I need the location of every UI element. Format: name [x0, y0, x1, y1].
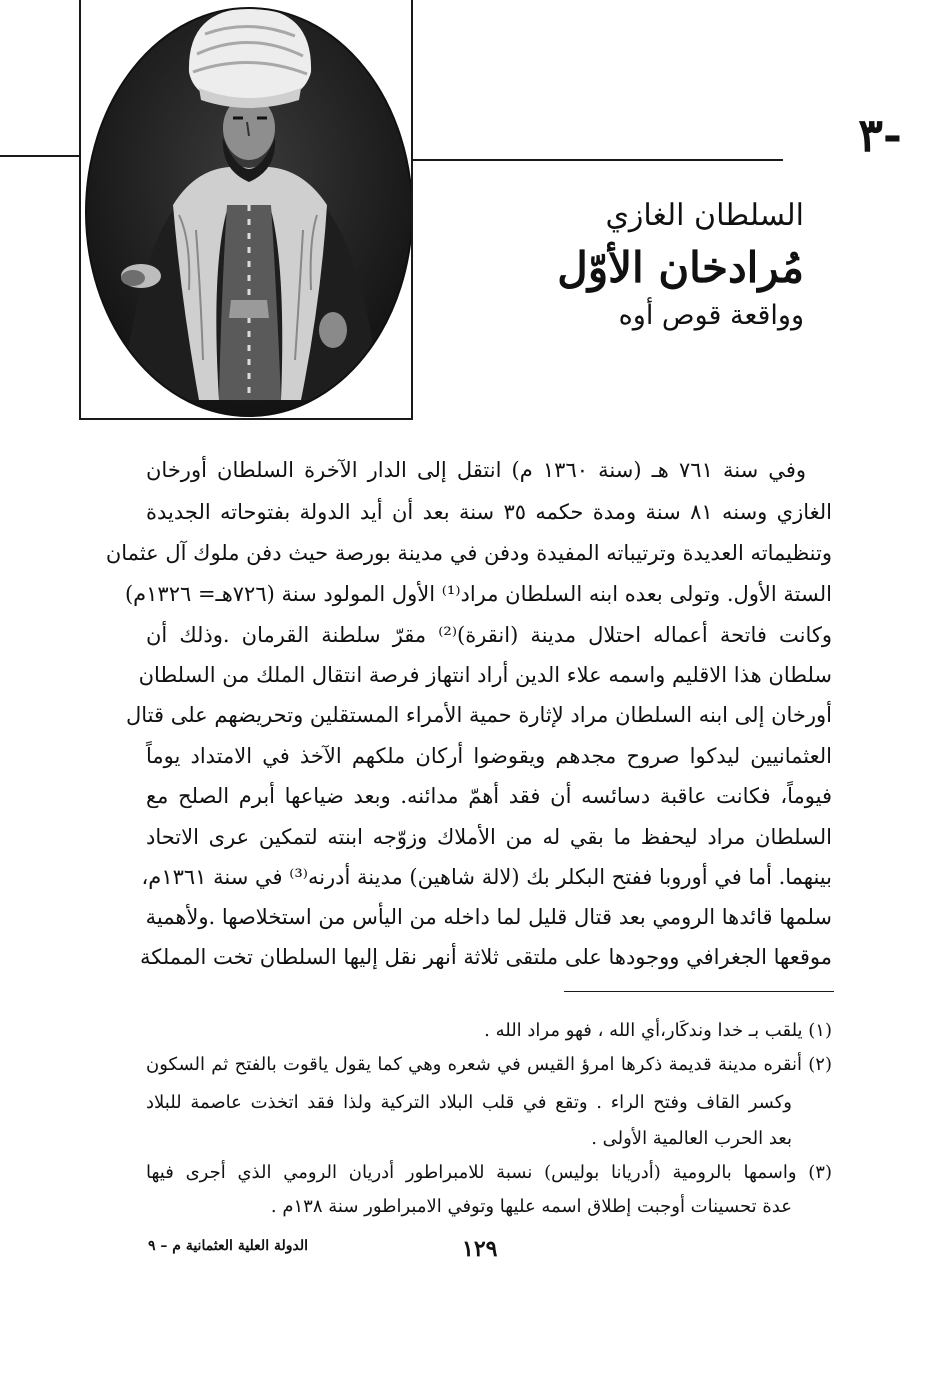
body-line: أورخان إلى ابنه السلطان مراد لإثارة حمية الأمراء المستقلين وتحريضهم على قتال — [126, 703, 832, 727]
footnote-2-continued: بعد الحرب العالمية الأولى . — [591, 1128, 792, 1149]
header-rule-left — [0, 155, 80, 157]
body-line: الستة الأول. وتولى بعده ابنه السلطان مراد⁽¹⁾ الأول المولود سنة (٧٢٦هـ= ١٣٢٦م) — [124, 582, 832, 606]
footnote-separator — [564, 991, 834, 992]
title-line-2: مُرادخان الأوّل — [557, 243, 804, 292]
header-rule-right — [413, 159, 783, 161]
body-line: سلطان هذا الاقليم واسمه علاء الدين أراد انتهاز فرصة انتقال الملك من السلطان — [138, 663, 832, 687]
body-line: وفي سنة ٧٦١ هـ (سنة ١٣٦٠ م) انتقل إلى الدار الآخرة السلطان أورخان — [146, 458, 806, 482]
portrait-frame — [79, 0, 413, 420]
footer-book-title: الدولة العلية العثمانية م – ٩ — [148, 1238, 308, 1254]
sultan-portrait-image — [81, 0, 413, 420]
footnote-3-continued: عدة تحسينات أوجبت إطلاق اسمه عليها وتوفي الامبراطور سنة ١٣٨م . — [270, 1196, 792, 1217]
body-line: موقعها الجغرافي ووجودها على ملتقى ثلاثة أنهر نقل إليها السلطان تخت المملكة — [140, 945, 832, 969]
page-number: ١٢٩ — [462, 1236, 498, 1262]
footnote-1: (١) يلقب بـ خدا وندكَار،أي الله ، فهو مراد الله . — [484, 1020, 832, 1041]
title-line-1: السلطان الغازي — [605, 198, 804, 233]
body-line: السلطان مراد ليحفظ ما بقي له من الأملاك وزوّجه ابنته لتمكين عرى الاتحاد — [146, 825, 832, 849]
body-line: العثمانيين ليدكوا صروح مجدهم ويقوضوا أركان ملكهم الآخذ في الامتداد يوماً — [146, 744, 832, 768]
body-line: فيوماً، فكانت عاقبة دسائسه أن فقد أهمّ مدائنه. وبعد ضياعها أبرم الصلح مع — [146, 784, 832, 808]
body-line: بينهما. أما في أوروبا ففتح البكلر بك (لالة شاهين) مدينة أدرنه⁽³⁾ في سنة ١٣٦١م، — [141, 865, 832, 889]
chapter-number: -٣ — [858, 108, 902, 162]
footnote-2: (٢) أنقره مدينة قديمة ذكرها امرؤ القيس في شعره وهي كما يقول ياقوت بالفتح ثم السكون — [146, 1054, 832, 1075]
body-line: وتنظيماته العديدة وترتيباته المفيدة ودفن في مدينة بورصة حيث دفن ملوك آل عثمان — [105, 541, 832, 565]
footnote-3: (٣) واسمها بالرومية (أدريانا بوليس) نسبة للامبراطور أدريان الرومي الذي أجرى فيها — [146, 1162, 832, 1183]
body-line: وكانت فاتحة أعماله احتلال مدينة (انقرة)⁽²⁾ مقرّ سلطنة القرمان .وذلك أن — [146, 623, 832, 647]
title-line-3: وواقعة قوص أوه — [618, 300, 804, 331]
body-line: سلمها قائدها الرومي بعد قتال قليل لما داخله من اليأس من استخلاصها .ولأهمية — [145, 905, 832, 929]
body-line: الغازي وسنه ٨١ سنة ومدة حكمه ٣٥ سنة بعد أن أيد الدولة بفتوحاته الجديدة — [146, 500, 833, 524]
footnote-2-continued: وكسر القاف وفتح الراء . وتقع في قلب البلاد التركية ولذا فقد اتخذت عاصمة للبلاد — [146, 1092, 792, 1113]
